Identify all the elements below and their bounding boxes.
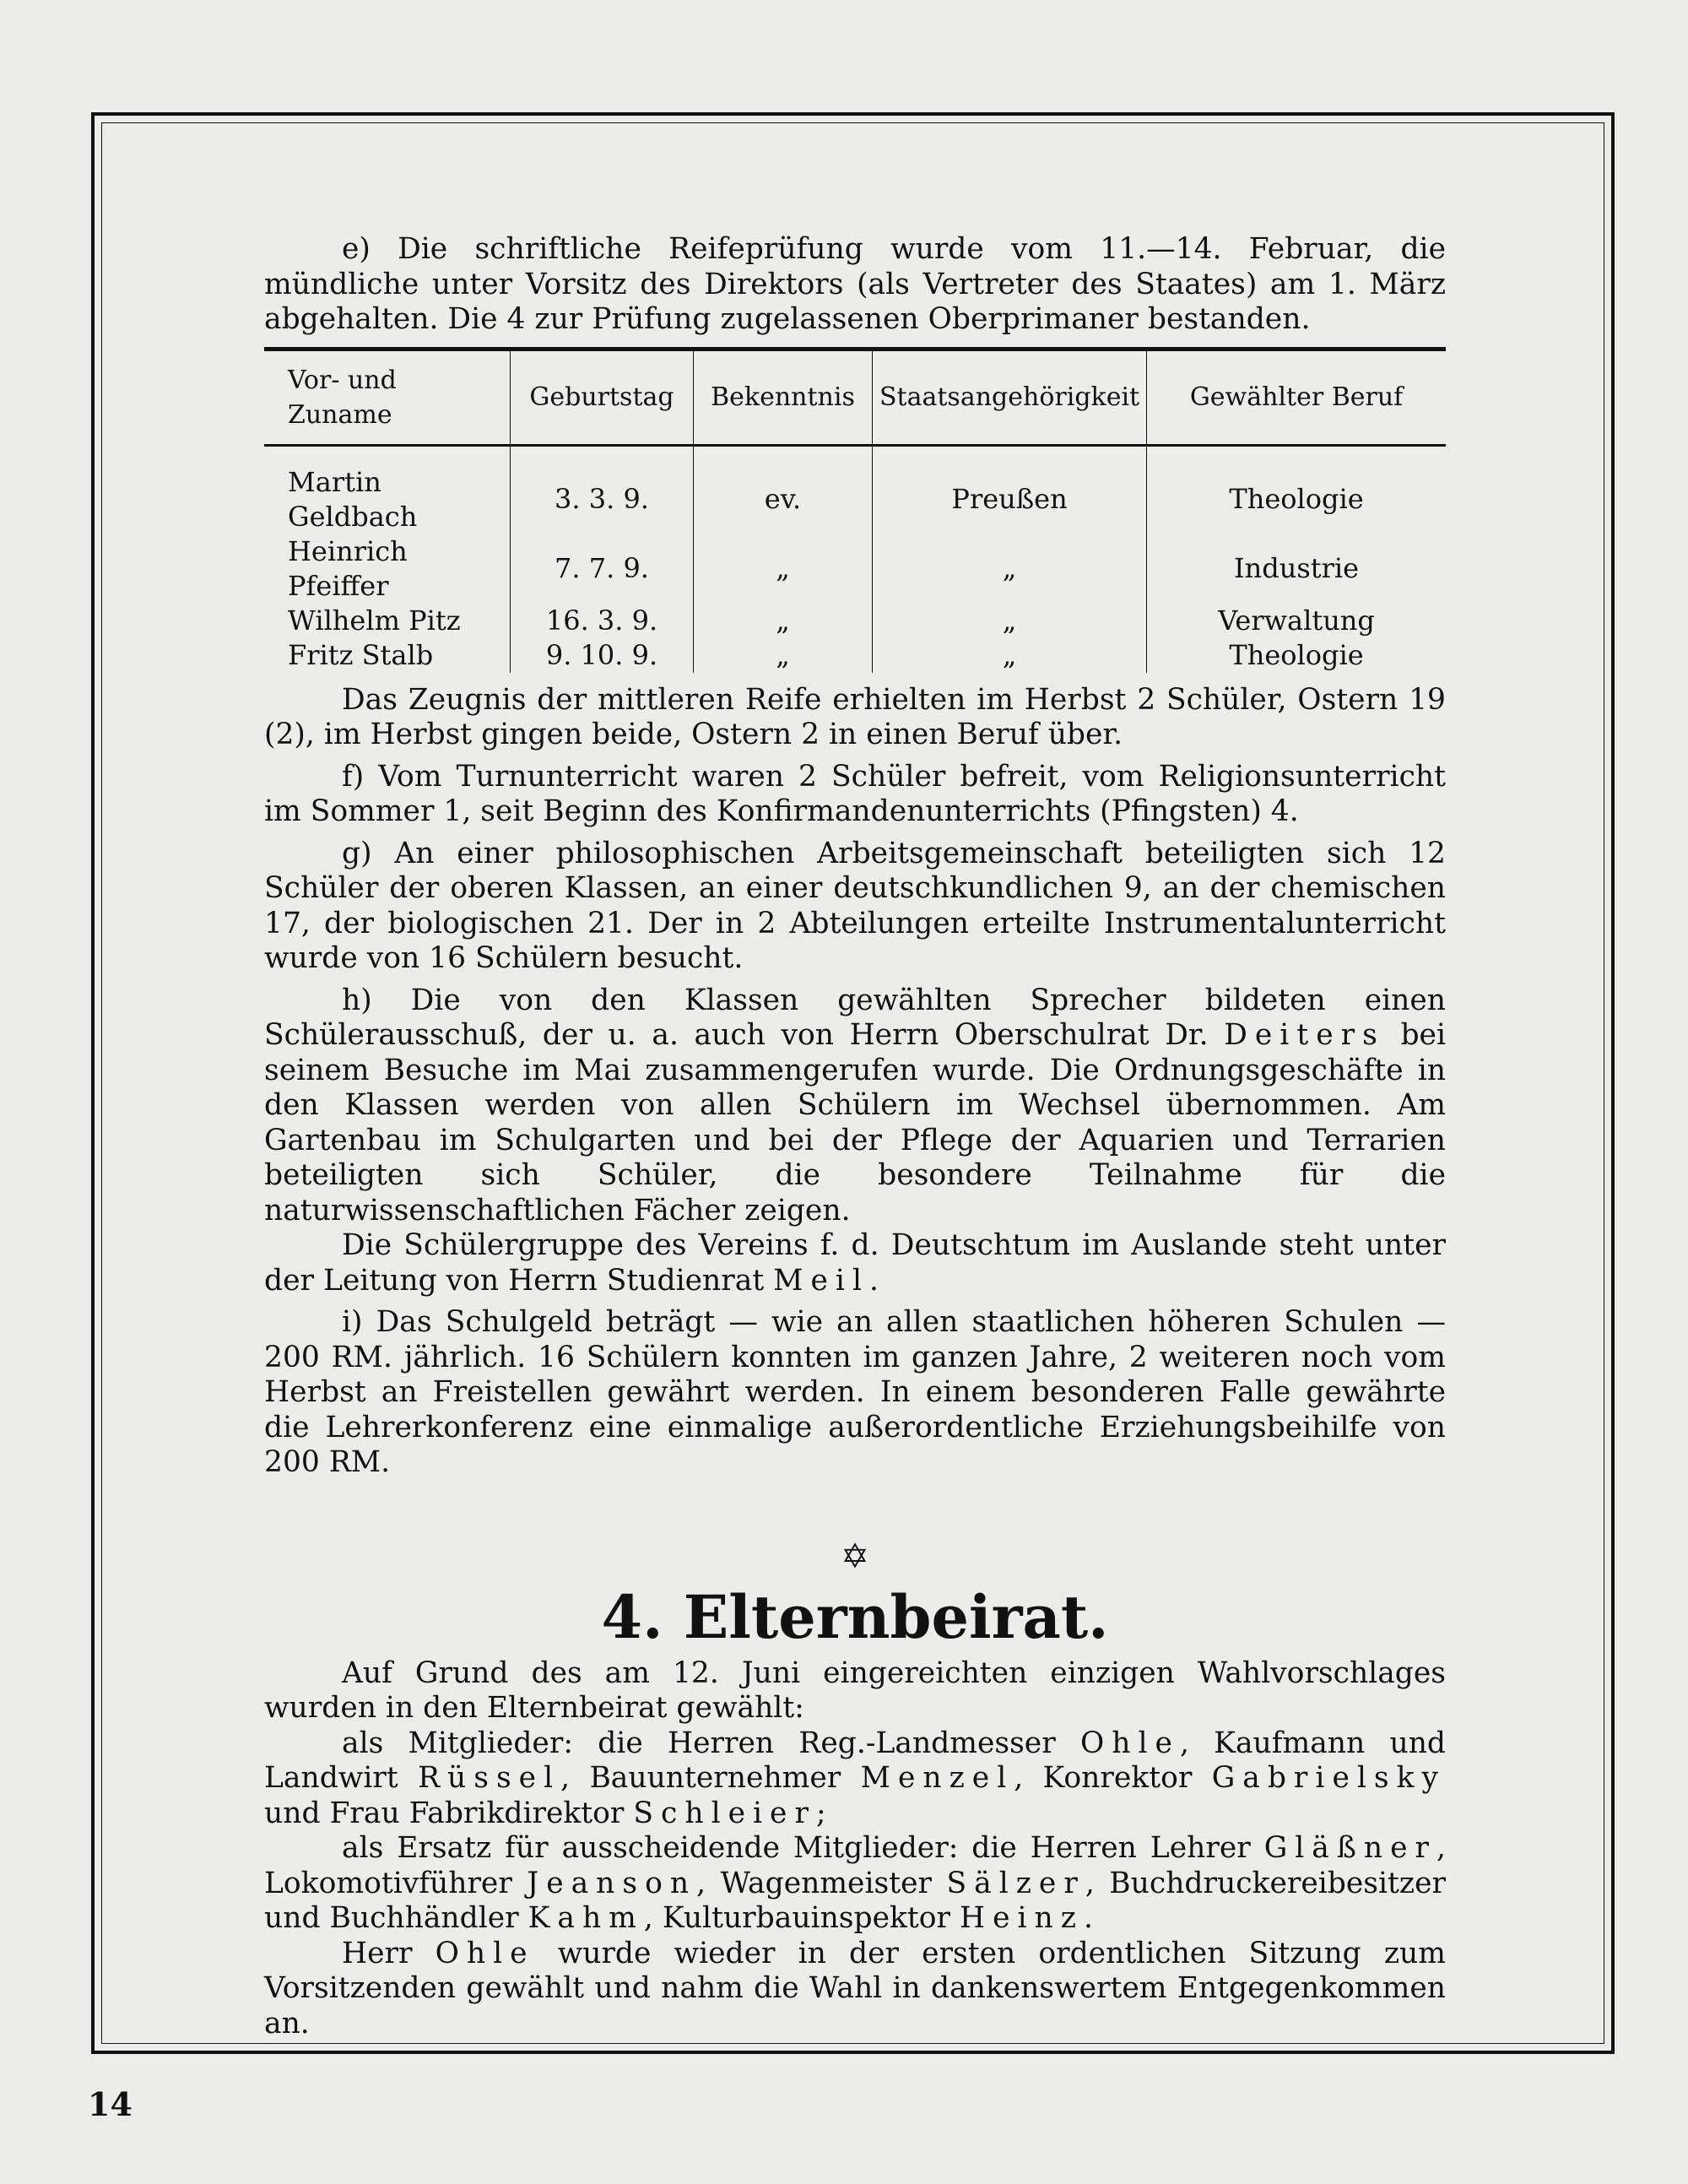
header-confession: Bekenntnis	[694, 349, 873, 445]
members-text: als Mitglieder: die Herren Reg.-Landmesser	[342, 1726, 1080, 1760]
members-text: und Frau Fabrikdirektor	[264, 1796, 634, 1830]
substitutes-text: .	[1083, 1901, 1093, 1935]
page-content	[264, 232, 1446, 2041]
cell-name: Wilhelm Pitz	[264, 604, 511, 638]
substitutes-text: , Lokomotivführer	[264, 1831, 1446, 1900]
members-paragraph	[264, 1726, 1446, 1832]
person-name: Deiters	[1224, 1018, 1385, 1052]
substitutes-text: als Ersatz für ausscheidende Mitglieder: die Herren Lehrer	[342, 1831, 1264, 1865]
page-number: 14	[88, 2085, 133, 2123]
chair-text: Herr	[342, 1936, 436, 1970]
substitutes-text: , Buchdruckereibesitzer und Buchhändler	[264, 1866, 1446, 1935]
person-name: Meil	[773, 1263, 869, 1298]
header-name: Vor- und Zuname	[264, 349, 511, 445]
cell-confession: „	[694, 638, 873, 673]
table-row	[264, 445, 1446, 534]
members-text: , Kaufmann und Landwirt	[264, 1726, 1447, 1795]
substitutes-paragraph	[264, 1831, 1446, 1937]
mittlere-reife-paragraph: Das Zeugnis der mittleren Reife erhielten im Herbst 2 Schüler, Ostern 19 (2), im Herbst gingen beide, Ostern 2 in einen Beruf über.	[264, 682, 1446, 751]
members-text: , Bauunternehmer	[560, 1761, 861, 1795]
star-separator-icon: ✡	[841, 1536, 869, 1576]
cell-confession: „	[694, 604, 873, 638]
person-name: Gabrielsky	[1211, 1761, 1446, 1795]
elternbeirat-intro: Auf Grund des am 12. Juni eingereichten einzigen Wahlvorschlages wurden in den Elternbeirat gewählt:	[264, 1656, 1446, 1725]
section-i-paragraph: i) Das Schulgeld beträgt — wie an allen staatlichen höheren Schulen — 200 RM. jährlich. 16 Schülern konnten im ganzen Jahre, 2 weiteren noch vom Herbst an Freistellen gewährt werden. In einem besonderen Falle gewährte die Lehrerkonferenz eine einmalige außerordentliche Erziehungsbeihilfe von 200 RM.	[264, 1305, 1446, 1479]
vda-paragraph	[264, 1228, 1446, 1298]
cell-name: Fritz Stalb	[264, 638, 511, 673]
header-birthday: Geburtstag	[511, 349, 694, 445]
vda-text: Die Schülergruppe des Vereins f. d. Deutschtum im Auslande steht unter der Leitung von Herrn Studienrat	[264, 1228, 1446, 1298]
substitutes-text: , Wagenmeister	[696, 1866, 947, 1900]
cell-birthday: 16. 3. 9.	[511, 604, 694, 638]
person-name: Gläßner	[1263, 1831, 1437, 1865]
person-name: Rüssel	[418, 1761, 561, 1795]
substitutes-text: , Kulturbauinspektor	[643, 1901, 960, 1935]
person-name: Sälzer	[946, 1866, 1085, 1900]
cell-confession: „	[694, 534, 873, 604]
section-g-paragraph: g) An einer philosophischen Arbeitsgemeinschaft beteiligten sich 12 Schüler der oberen Klassen, an einer deutschkundlichen 9, an der chemischen 17, der biologischen 21. Der in 2 Abteilungen erteilte Instrumentalunterricht wurde von 16 Schülern besucht.	[264, 836, 1446, 975]
person-name: Jeanson	[527, 1866, 697, 1900]
section-heading: 4. Elternbeirat.	[601, 1581, 1109, 1652]
table-row	[264, 638, 1446, 673]
header-profession: Gewählter Beruf	[1147, 349, 1446, 445]
cell-profession: Theologie	[1229, 483, 1364, 515]
section-e-paragraph: e) Die schriftliche Reifeprüfung wurde vom 11.—14. Februar, die mündliche unter Vorsitz des Direktors (als Vertreter des Staates) am 1. März abgehalten. Die 4 zur Prüfung zugelassenen Oberprimaner bestanden.	[264, 232, 1446, 336]
cell-name: Heinrich Pfeiffer	[264, 534, 511, 604]
table-row	[264, 534, 1446, 604]
graduates-table	[264, 347, 1446, 673]
section-h-text: h) Die von den Klassen gewählten Sprecher bildeten einen Schülerausschuß, der u. a. auch von Herrn Oberschulrat Dr.	[264, 983, 1446, 1052]
table-row	[264, 604, 1446, 638]
members-text: ;	[815, 1796, 826, 1830]
cell-profession: Verwaltung	[1218, 604, 1375, 637]
person-name: Menzel	[860, 1761, 1014, 1795]
section-h-text: bei seinem Besuche im Mai zusammengerufen wurde. Die Ordnungsgeschäfte in den Klassen werden von allen Schülern im Wechsel übernommen. Am Gartenbau im Schulgarten und bei der Pflege der Aquarien und Terrarien beteiligten sich Schüler, die besondere Teilnahme für die naturwissenschaftlichen Fächer zeigen.	[264, 1018, 1446, 1227]
chair-text: wurde wieder in der ersten ordentlichen Sitzung zum Vorsitzenden gewählt und nahm die Wahl in dankenswertem Entgegenkommen an.	[264, 1936, 1446, 2040]
person-name: Ohle	[1079, 1726, 1180, 1760]
cell-profession: Industrie	[1234, 552, 1360, 584]
cell-nationality: Preußen	[873, 445, 1147, 534]
cell-confession: ev.	[694, 445, 873, 534]
section-h-paragraph	[264, 984, 1446, 1229]
section-f-paragraph: f) Vom Turnunterricht waren 2 Schüler befreit, vom Religionsunterricht im Sommer 1, seit Beginn des Konfirmandenunterrichts (Pfingsten) 4.	[264, 759, 1446, 828]
chair-paragraph	[264, 1937, 1446, 2042]
cell-profession: Theologie	[1229, 638, 1364, 671]
cell-nationality: „	[873, 534, 1147, 604]
person-name: Heinz	[960, 1901, 1084, 1935]
person-name: Kahm	[528, 1901, 644, 1935]
vda-text: .	[868, 1263, 879, 1298]
cell-birthday: 9. 10. 9.	[511, 638, 694, 673]
person-name: Ohle	[435, 1936, 535, 1970]
cell-nationality: „	[873, 604, 1147, 638]
header-nationality: Staatsangehörigkeit	[873, 349, 1147, 445]
cell-name: Martin Geldbach	[264, 445, 511, 534]
cell-nationality: „	[873, 638, 1147, 673]
members-text: , Konrektor	[1014, 1761, 1212, 1795]
table-header-row	[264, 349, 1446, 445]
cell-birthday: 7. 7. 9.	[511, 534, 694, 604]
person-name: Schleier	[633, 1796, 816, 1830]
cell-birthday: 3. 3. 9.	[511, 445, 694, 534]
